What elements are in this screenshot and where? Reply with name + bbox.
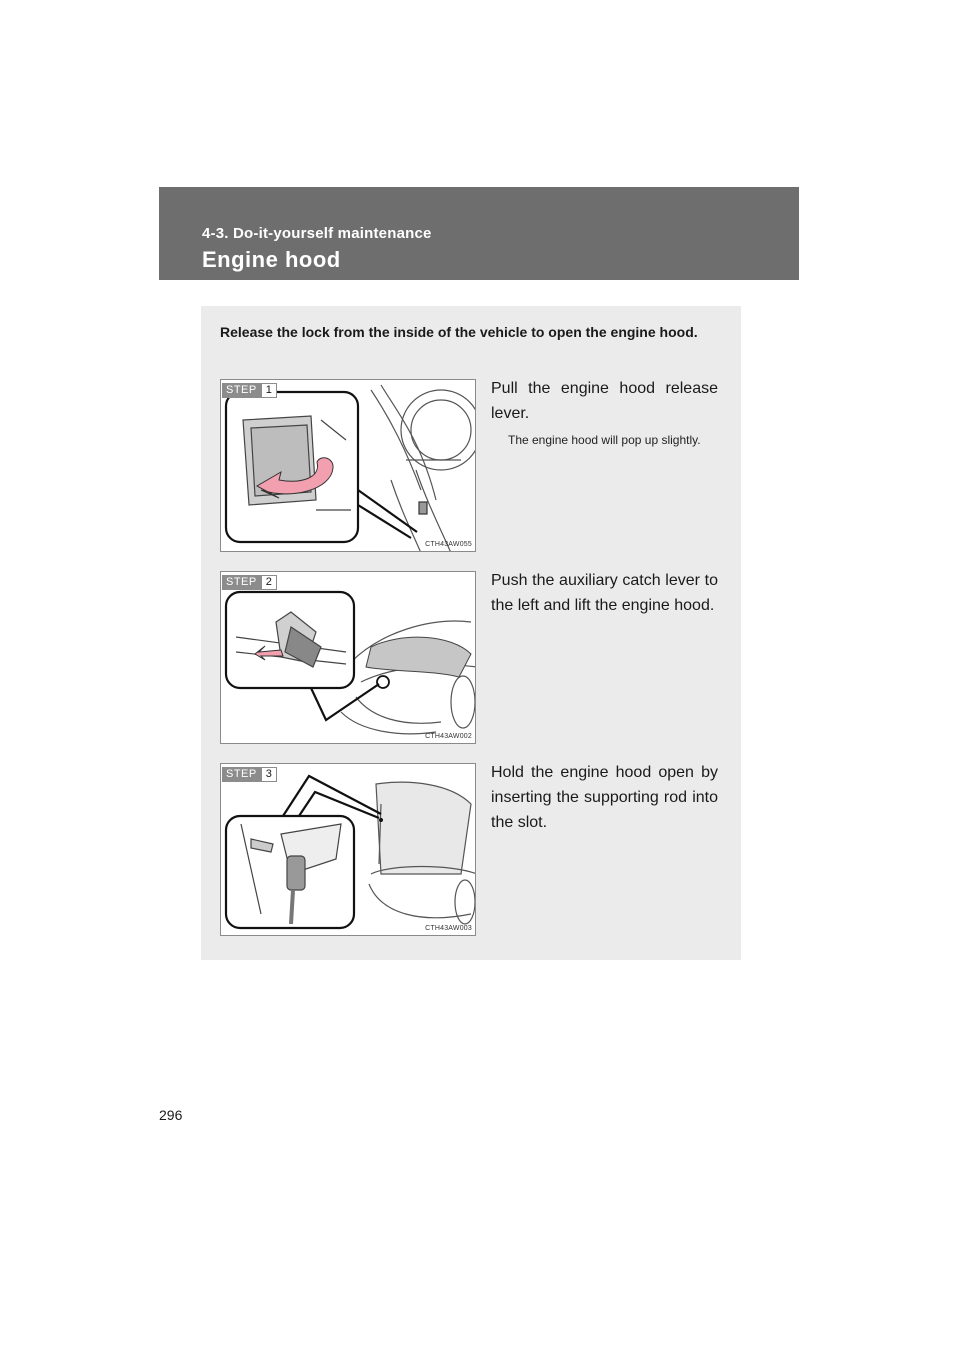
page-number: 296 [159,1107,183,1123]
step3-figure [220,763,476,936]
support-rod-illustration [221,764,476,936]
step1-text: Pull the engine hood release lever. [491,380,718,422]
step-number: 3 [261,767,277,782]
slot-location-icon [379,818,383,822]
step-word: STEP [222,767,261,782]
step1-badge [222,383,277,398]
catch-lever-illustration [221,572,476,744]
intro-text: Release the lock from the inside of the vehicle to open the engine hood. [220,324,698,340]
step1-figure [220,379,476,552]
step-word: STEP [222,383,261,398]
step-number: 1 [261,383,277,398]
step2-badge [222,575,277,590]
step2-text: Push the auxiliary catch lever to the left and lift the engine hood. [491,572,718,614]
step-word: STEP [222,575,261,590]
section-header [159,187,799,280]
figure-code: CTH43AW055 [425,541,472,548]
release-lever-illustration [221,380,476,552]
step1-note: The engine hood will pop up slightly. [508,433,701,447]
figure-code: CTH43AW003 [425,925,472,932]
step2-figure [220,571,476,744]
catch-lever-location-icon [377,676,389,688]
step3-text: Hold the engine hood open by inserting the supporting rod into the slot. [491,764,718,831]
section-label: 4-3. Do-it-yourself maintenance [202,225,432,242]
page-title: Engine hood [202,247,341,272]
step-number: 2 [261,575,277,590]
figure-code: CTH43AW002 [425,733,472,740]
step3-badge [222,767,277,782]
